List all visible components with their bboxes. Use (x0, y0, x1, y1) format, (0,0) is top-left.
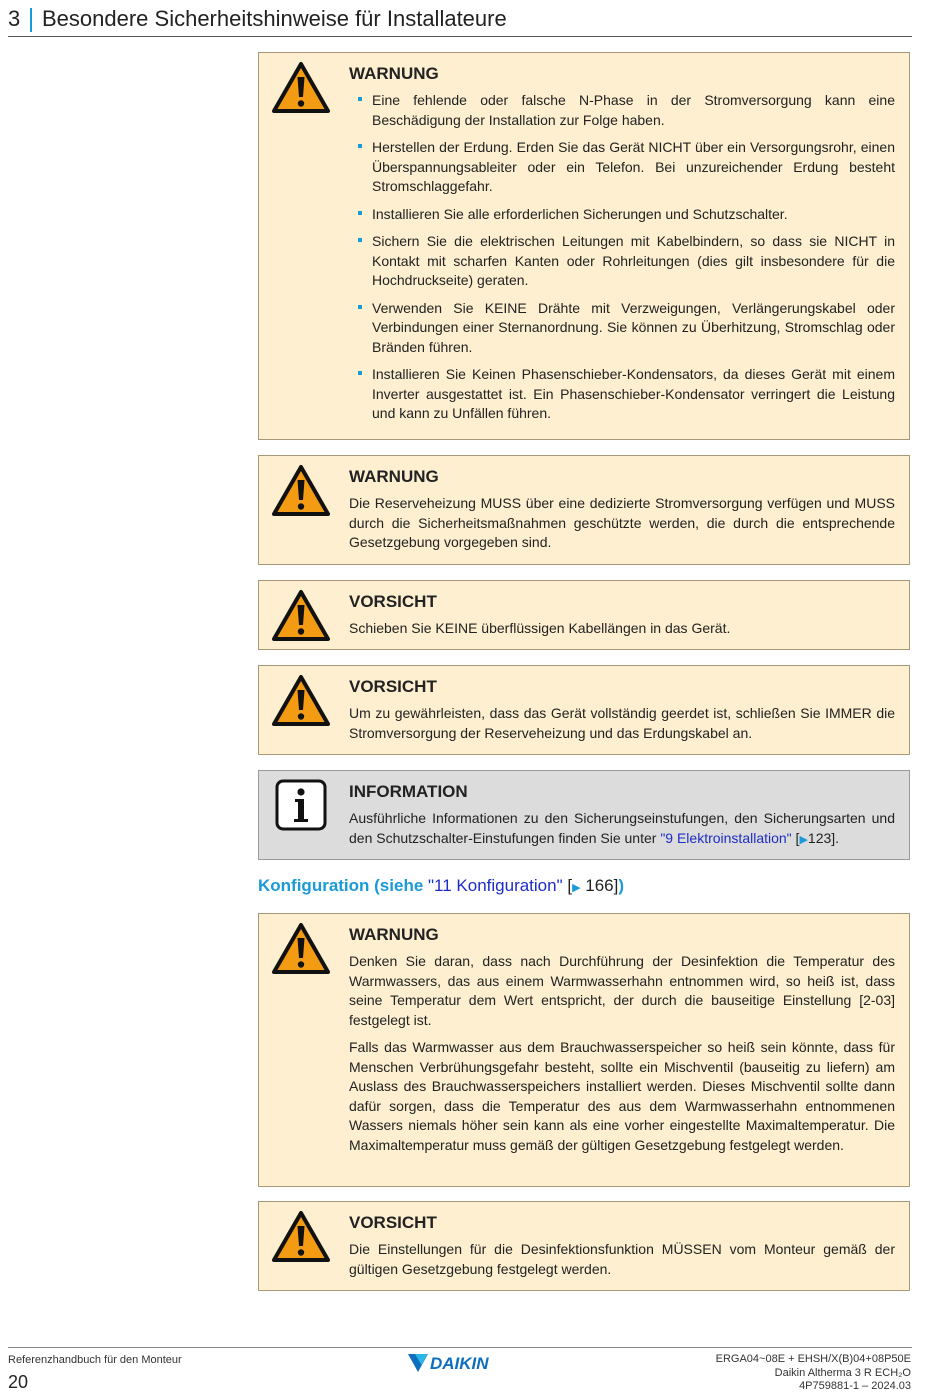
list-item: Installieren Sie alle erforderlichen Sicherungen und Schutzschalter. (349, 205, 895, 225)
chapter-title: Besondere Sicherheitshinweise für Installateure (42, 6, 507, 31)
box-text: Die Einstellungen für die Desinfektionsfunktion MÜSSEN vom Monteur gemäß der gültigen Gesetzgebung festgelegt werden. (349, 1241, 895, 1277)
warning-icon (271, 589, 331, 643)
box-paragraph: Denken Sie daran, dass nach Durchführung der Desinfektion die Temperatur des Warmwassers, das aus einem Warmwasserhahn entnommen wird, so heiß ist, dass seine Temperatur dem Wert entspricht, der durch die bauseitige Einstellung [2-03] festgelegt ist. (349, 953, 895, 1028)
caution-box-grounding (258, 665, 910, 755)
daikin-logo-icon (408, 1352, 512, 1374)
warning-icon (271, 61, 331, 115)
footer-model-line: ERGA04~08E + EHSH/X(B)04+08P50E (715, 1353, 911, 1365)
header-divider (30, 8, 32, 32)
footer-doc-number: 4P759881-1 – 2024.03 (799, 1380, 911, 1392)
warning-box-backup-heater (258, 455, 910, 565)
list-item: Verwenden Sie KEINE Drähte mit Verzweigungen, Verlängerungskabel oder Verbindungen einer Sternanordnung. Sie können zu Überhitzung, Stromschlag oder Bränden führen. (349, 299, 895, 358)
box-heading: VORSICHT (349, 1213, 437, 1232)
footer-document-name: Referenzhandbuch für den Monteur (8, 1354, 182, 1366)
warning-box-electrical (258, 52, 910, 440)
bullet-icon (358, 211, 362, 215)
info-icon (271, 779, 331, 833)
box-heading: VORSICHT (349, 677, 437, 696)
list-item: Sichern Sie die elektrischen Leitungen mit Kabelbindern, so dass sie NICHT in Kontakt mit scharfen Kanten oder Rohrleitungen (dies gilt insbesondere für die Hochdruckseite) geraten. (349, 232, 895, 291)
section-heading-konfiguration: Konfiguration (siehe "11 Konfiguration" [▶ 166]) (258, 876, 625, 895)
box-heading: WARNUNG (349, 64, 439, 83)
list-item: Eine fehlende oder falsche N-Phase in der Stromversorgung kann eine Beschädigung der Installation zur Folge haben. (349, 91, 895, 130)
warning-box-disinfection (258, 913, 910, 1187)
footer-divider (8, 1347, 912, 1348)
box-text: Um zu gewährleisten, dass das Gerät vollständig geerdet ist, schließen Sie IMMER die Stromversorgung der Reserveheizung und das Erdungskabel an. (349, 705, 895, 741)
bullet-icon (358, 238, 362, 242)
footer-product-line: Daikin Altherma 3 R ECH₂O (774, 1366, 911, 1379)
warning-icon (271, 1210, 331, 1264)
caution-box-disinfection-settings (258, 1201, 910, 1291)
link-konfiguration[interactable]: "11 Konfiguration" (428, 876, 563, 895)
warning-icon (271, 922, 331, 976)
page-number: 20 (8, 1372, 29, 1392)
box-heading: VORSICHT (349, 592, 437, 611)
box-heading: INFORMATION (349, 782, 468, 801)
list-item: Herstellen der Erdung. Erden Sie das Gerät NICHT über ein Versorgungsrohr, einen Überspannungsableiter oder ein Telefon. Bei unzureichender Erdung besteht Stromschlaggefahr. (349, 138, 895, 197)
box-heading: WARNUNG (349, 467, 439, 486)
box-heading: WARNUNG (349, 925, 439, 944)
warning-icon (271, 464, 331, 518)
list-item: Installieren Sie Keinen Phasenschieber-Kondensators, da dieses Gerät mit einem Inverter ausgestattet ist. Ein Phasenschieber-Kondensator verringert die Leistung und kann zu Unfällen führen. (349, 365, 895, 424)
page-ref-arrow-icon: ▶ (799, 833, 808, 846)
caution-box-cable-length (258, 580, 910, 650)
daikin-logo (408, 1352, 512, 1374)
box-text: Die Reserveheizung MUSS über eine dedizierte Stromversorgung verfügen und MUSS durch die Sicherheitsmaßnahmen geschützte werden, die durch die entsprechende Gesetzgebung vorgegeben sind. (349, 495, 895, 550)
box-text: Schieben Sie KEINE überflüssigen Kabellängen in das Gerät. (349, 620, 731, 636)
bullet-icon (358, 144, 362, 148)
warning-icon (271, 674, 331, 728)
page-header (8, 6, 912, 37)
box-text: Ausführliche Informationen zu den Sicherungseinstufungen, den Sicherungsarten und den Schutzschalter-Einstufungen finden Sie unter "9 Elektroinstallation" [▶123]. (349, 810, 895, 846)
info-box-fuses (258, 770, 910, 860)
bullet-list (349, 91, 895, 424)
bullet-icon (358, 371, 362, 375)
footer-model-info (716, 1353, 911, 1394)
bullet-icon (358, 97, 362, 101)
logo-text: DAIKIN (430, 1354, 489, 1373)
link-elektroinstallation[interactable]: "9 Elektroinstallation" (660, 829, 792, 846)
box-paragraph: Falls das Warmwasser aus dem Brauchwasserspeicher so heiß sein könnte, dass für Menschen Verbrühungsgefahr besteht, sollte ein Mischventil (bauseitig zu liefern) am Auslass des Brauchwasserspeichers installiert werden. Dieses Mischventil sollte dann dafür sorgen, dass die Temperatur des aus dem Warmwasserhahn entnommenen Wassers niemals höher sein kann als eine vorher eingestellte Maximaltemperatur. Die Maximaltemperatur muss gemäß der gültigen Gesetzgebung festgelegt werden. (349, 1039, 895, 1153)
bullet-icon (358, 305, 362, 309)
chapter-number: 3 (8, 6, 21, 31)
page-ref-arrow-icon: ▶ (572, 882, 581, 894)
